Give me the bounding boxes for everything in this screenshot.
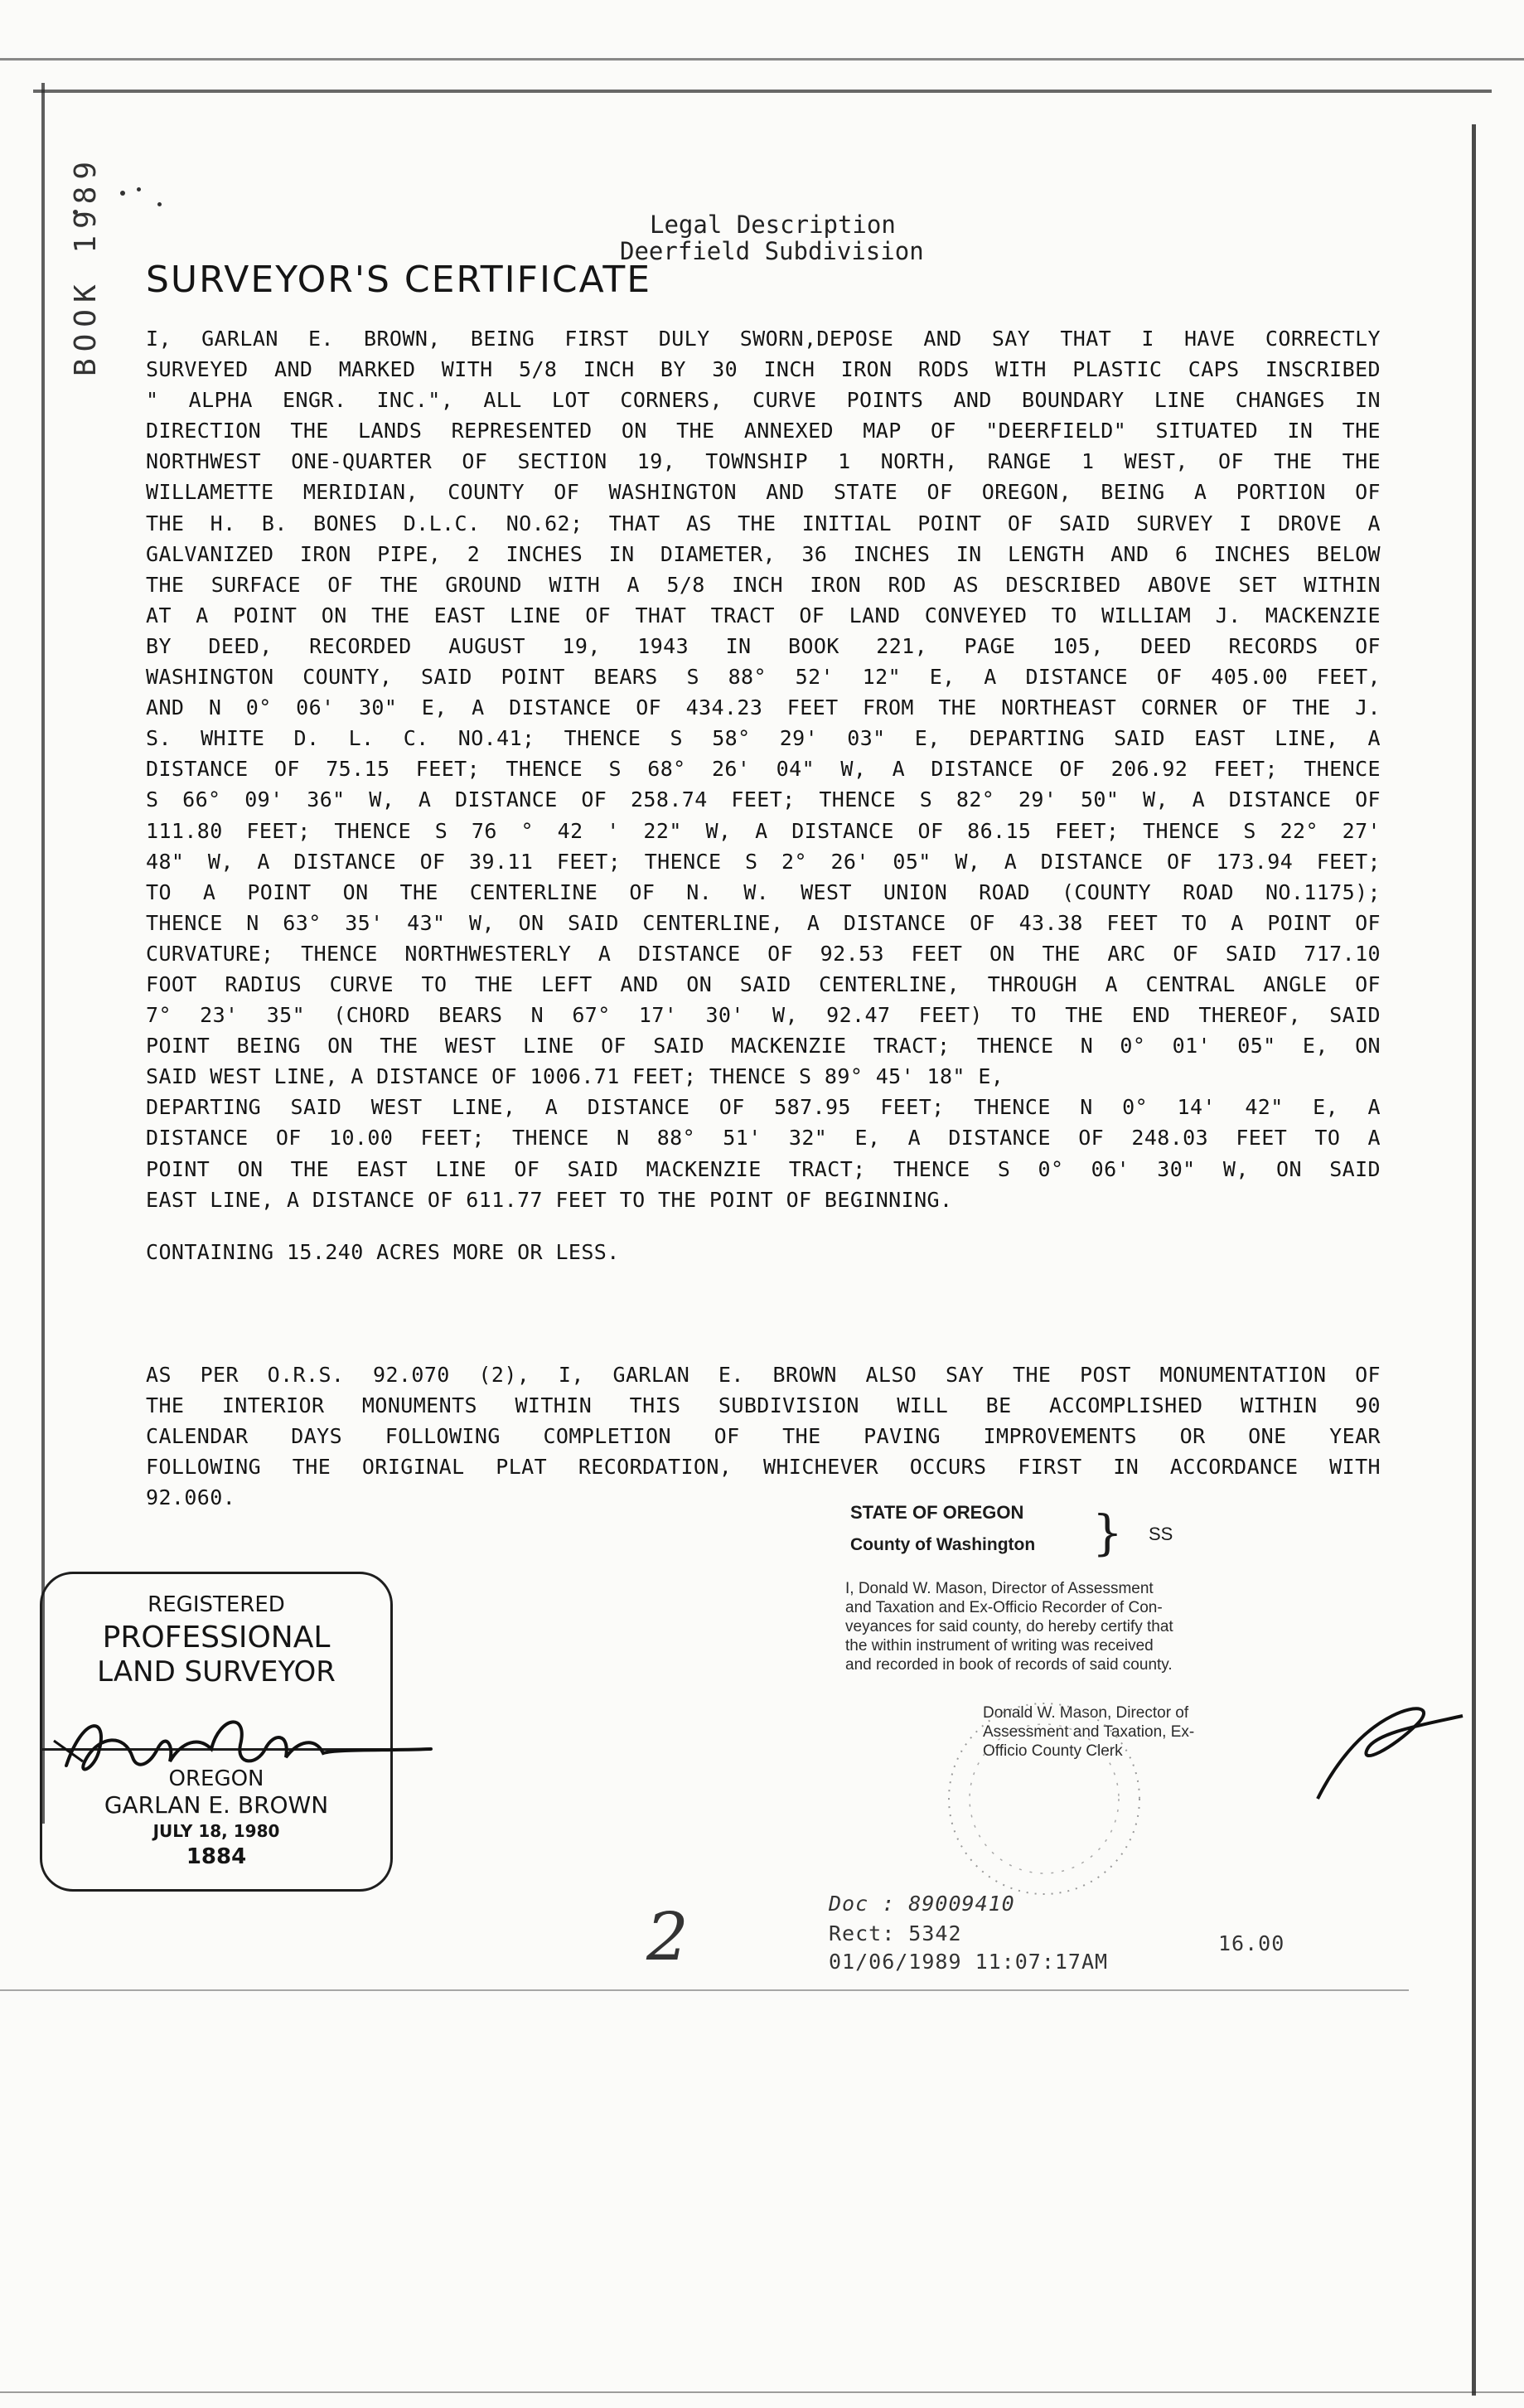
certificate-line: AND N 0° 06' 30" E, A DISTANCE OF 434.23 FEET FROM THE NORTHEAST CORNER OF THE J. <box>146 695 1381 720</box>
certificate-line: DISTANCE OF 75.15 FEET; THENCE S 68° 26' 04" W, A DISTANCE OF 206.92 FEET; THENCE <box>146 757 1381 782</box>
seal-name: GARLAN E. BROWN <box>104 1791 329 1819</box>
certificate-line: 7° 23' 35" (CHORD BEARS N 67° 17' 30' W, 92.47 FEET) TO THE END THEREOF, SAID <box>146 1003 1381 1028</box>
margin-stamp: BOOK 1989 <box>69 154 104 377</box>
certificate-line: AT A POINT ON THE EAST LINE OF THAT TRACT OF LAND CONVEYED TO WILLIAM J. MACKENZIE <box>146 603 1381 627</box>
seal-registered: REGISTERED <box>148 1592 285 1617</box>
left-margin-line <box>41 83 45 1824</box>
certificate-line: WASHINGTON COUNTY, SAID POINT BEARS S 88° 52' 12" E, A DISTANCE OF 405.00 FEET, <box>146 665 1381 690</box>
recording-doc-number: Doc : 89009410 <box>829 1892 1015 1916</box>
right-margin-line <box>1472 124 1476 2396</box>
certificate-line: " ALPHA ENGR. INC.", ALL LOT CORNERS, CURVE POINTS AND BOUNDARY LINE CHANGES IN <box>146 388 1381 413</box>
certificate-line: GALVANIZED IRON PIPE, 2 INCHES IN DIAMETER, 36 INCHES IN LENGTH AND 6 INCHES BELOW <box>146 541 1381 566</box>
certificate-line: DISTANCE OF 10.00 FEET; THENCE N 88° 51' 32" E, A DISTANCE OF 248.03 FEET TO A <box>146 1126 1381 1151</box>
certificate-line: SAID WEST LINE, A DISTANCE OF 1006.71 FEET; THENCE S 89° 45' 18" E, <box>146 1064 1004 1089</box>
lower-scan-line <box>0 1989 1409 1991</box>
certificate-line: DEPARTING SAID WEST LINE, A DISTANCE OF 587.95 FEET; THENCE N 0° 14' 42" E, A <box>146 1095 1381 1120</box>
certificate-line: THE SURFACE OF THE GROUND WITH A 5/8 INCH IRON ROD AS DESCRIBED ABOVE SET WITHIN <box>146 572 1381 597</box>
certificate-line: S 66° 09' 36" W, A DISTANCE OF 258.74 FEET; THENCE S 82° 29' 50" W, A DISTANCE OF <box>146 787 1381 812</box>
top-scan-line-2 <box>33 90 1492 93</box>
scan-speck <box>157 202 162 206</box>
seal-land-surveyor: LAND SURVEYOR <box>97 1655 336 1689</box>
seal-date: JULY 18, 1980 <box>152 1821 280 1841</box>
recording-datetime: 01/06/1989 11:07:17AM <box>829 1950 1109 1974</box>
certificate-line: 111.80 FEET; THENCE S 76 ° 42 ' 22" W, A DISTANCE OF 86.15 FEET; THENCE S 22° 27' <box>146 818 1381 843</box>
monumentation-line: CALENDAR DAYS FOLLOWING COMPLETION OF THE PAVING IMPROVEMENTS OR ONE YEAR <box>146 1424 1381 1449</box>
recorder-statement <box>845 1579 1272 1674</box>
certificate-line: NORTHWEST ONE-QUARTER OF SECTION 19, TOWNSHIP 1 NORTH, RANGE 1 WEST, OF THE THE <box>146 449 1381 474</box>
certificate-line: THENCE N 63° 35' 43" W, ON SAID CENTERLINE, A DISTANCE OF 43.38 FEET TO A POINT OF <box>146 910 1381 935</box>
clerk-signature <box>1309 1699 1467 1807</box>
header-subdivision-name: Deerfield Subdivision <box>620 237 924 265</box>
recorder-statement-line: I, Donald W. Mason, Director of Assessment <box>845 1580 1154 1597</box>
certificate-line: S. WHITE D. L. C. NO.41; THENCE S 58° 29' 03" E, DEPARTING SAID EAST LINE, A <box>146 726 1381 751</box>
monumentation-statement <box>146 1359 1381 1513</box>
page-title: SURVEYOR'S CERTIFICATE <box>146 259 652 301</box>
recorder-state: STATE OF OREGON <box>850 1502 1024 1523</box>
recording-rect: Rect: 5342 <box>829 1921 962 1945</box>
certificate-line: POINT BEING ON THE WEST LINE OF SAID MACKENZIE TRACT; THENCE N 0° 01' 05" E, ON <box>146 1034 1381 1059</box>
certificate-line: CURVATURE; THENCE NORTHWESTERLY A DISTANCE OF 92.53 FEET ON THE ARC OF SAID 717.10 <box>146 941 1381 966</box>
recorder-brace: } <box>1092 1504 1123 1561</box>
header-legal-description: Legal Description <box>650 211 896 239</box>
recording-fee: 16.00 <box>1218 1931 1285 1955</box>
recorder-ss: SS <box>1149 1524 1173 1544</box>
bottom-scan-line <box>0 2391 1524 2393</box>
acreage-statement: CONTAINING 15.240 ACRES MORE OR LESS. <box>146 1240 620 1264</box>
certificate-line: EAST LINE, A DISTANCE OF 611.77 FEET TO THE POINT OF BEGINNING. <box>146 1187 953 1212</box>
certificate-line: BY DEED, RECORDED AUGUST 19, 1943 IN BOOK 221, PAGE 105, DEED RECORDS OF <box>146 633 1381 658</box>
scan-speck <box>120 191 125 196</box>
surveyor-signature <box>50 1699 439 1790</box>
certificate-line: POINT ON THE EAST LINE OF SAID MACKENZIE TRACT; THENCE S 0° 06' 30" W, ON SAID <box>146 1156 1381 1181</box>
certificate-line: TO A POINT ON THE CENTERLINE OF N. W. WEST UNION ROAD (COUNTY ROAD NO.1175); <box>146 879 1381 904</box>
certificate-line: THE H. B. BONES D.L.C. NO.62; THAT AS THE INITIAL POINT OF SAID SURVEY I DROVE A <box>146 511 1381 535</box>
certificate-line: SURVEYED AND MARKED WITH 5/8 INCH BY 30 INCH IRON RODS WITH PLASTIC CAPS INSCRIBED <box>146 357 1381 382</box>
recorder-seal-impression <box>920 1691 1168 1907</box>
monumentation-line: 92.060. <box>146 1485 236 1510</box>
certificate-line: I, GARLAN E. BROWN, BEING FIRST DULY SWORN,DEPOSE AND SAY THAT I HAVE CORRECTLY <box>146 327 1381 351</box>
recorder-statement-line: and recorded in book of records of said county. <box>845 1656 1173 1674</box>
certificate-body <box>146 323 1381 1215</box>
recorder-statement-line: veyances for said county, do hereby certify that <box>845 1618 1173 1635</box>
certificate-line: DIRECTION THE LANDS REPRESENTED ON THE ANNEXED MAP OF "DEERFIELD" SITUATED IN THE <box>146 419 1381 443</box>
monumentation-line: FOLLOWING THE ORIGINAL PLAT RECORDATION, WHICHEVER OCCURS FIRST IN ACCORDANCE WITH <box>146 1455 1381 1480</box>
scan-speck <box>137 187 141 191</box>
recorder-county: County of Washington <box>850 1535 1036 1554</box>
monumentation-line: THE INTERIOR MONUMENTS WITHIN THIS SUBDIVISION WILL BE ACCOMPLISHED WITHIN 90 <box>146 1393 1381 1418</box>
top-scan-line <box>0 58 1524 61</box>
page-number: 2 <box>646 1898 689 1975</box>
recorder-signature-line: Donald W. Mason, Director of <box>983 1704 1189 1722</box>
recorder-statement-line: the within instrument of writing was received <box>845 1637 1154 1655</box>
certificate-line: 48" W, A DISTANCE OF 39.11 FEET; THENCE S 2° 26' 05" W, A DISTANCE OF 173.94 FEET; <box>146 849 1381 874</box>
seal-state: OREGON <box>168 1766 264 1791</box>
monumentation-line: AS PER O.R.S. 92.070 (2), I, GARLAN E. BROWN ALSO SAY THE POST MONUMENTATION OF <box>146 1363 1381 1387</box>
recorder-signature-line: Assessment and Taxation, Ex- <box>983 1723 1195 1741</box>
certificate-line: WILLAMETTE MERIDIAN, COUNTY OF WASHINGTON AND STATE OF OREGON, BEING A PORTION OF <box>146 480 1381 505</box>
certificate-line: FOOT RADIUS CURVE TO THE LEFT AND ON SAID CENTERLINE, THROUGH A CENTRAL ANGLE OF <box>146 971 1381 996</box>
seal-number: 1884 <box>186 1844 247 1869</box>
recorder-signature-line: Officio County Clerk <box>983 1742 1123 1760</box>
recorder-statement-line: and Taxation and Ex-Officio Recorder of Con- <box>845 1599 1163 1616</box>
seal-professional: PROFESSIONAL <box>102 1621 331 1655</box>
